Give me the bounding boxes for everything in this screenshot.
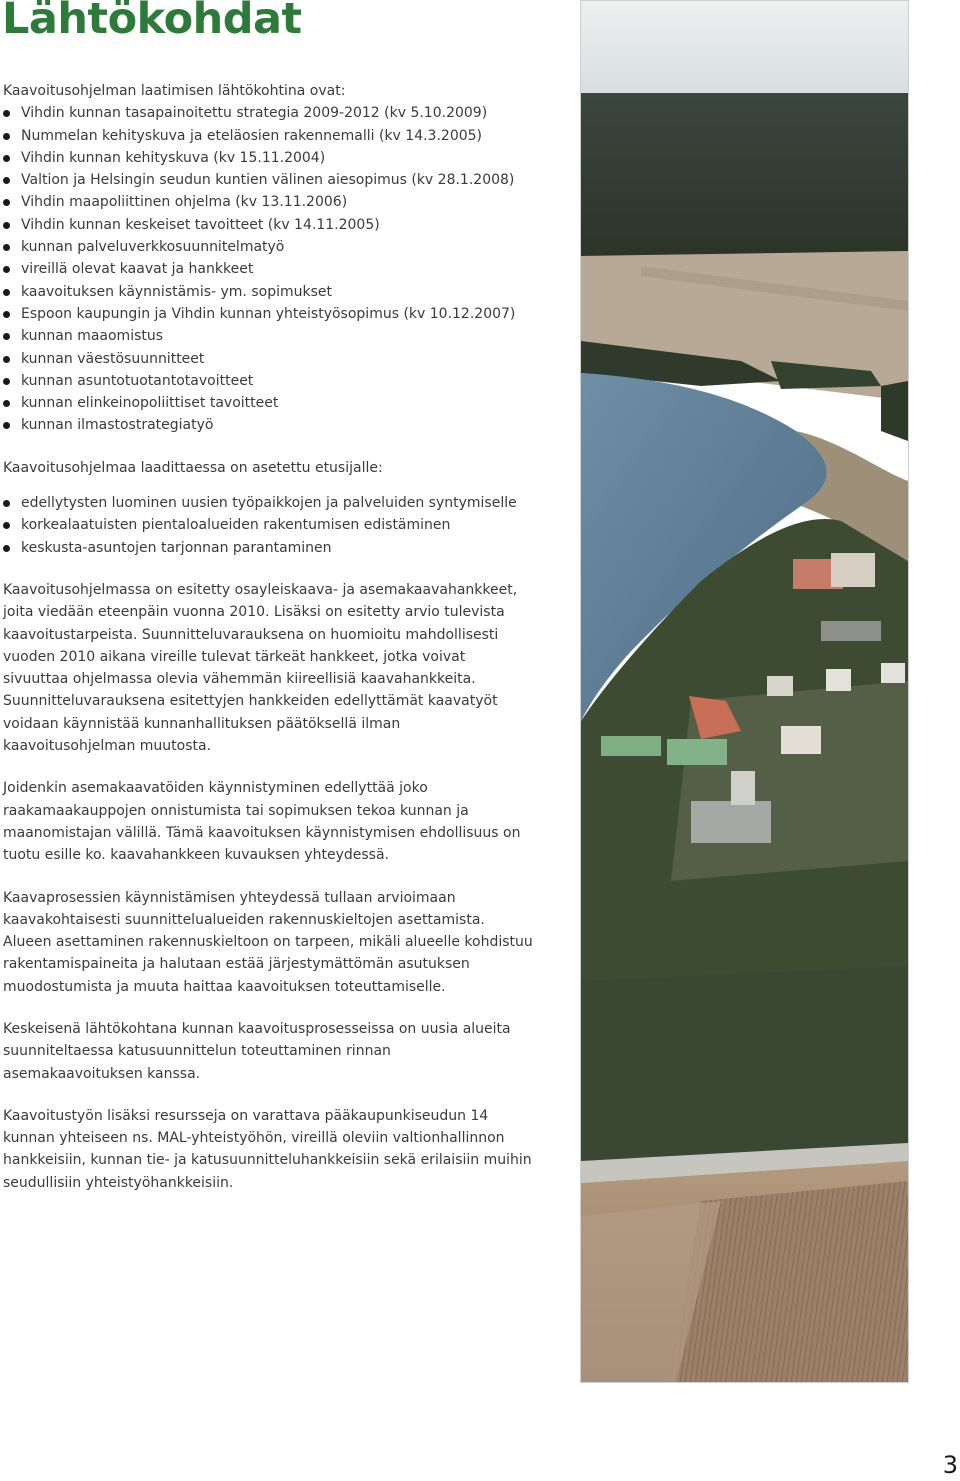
list-item: Vihdin maapoliittinen ohjelma (kv 13.11.2006) xyxy=(3,191,533,213)
list-item: kunnan ilmastostrategiatyö xyxy=(3,414,533,436)
list-item: korkealaatuisten pientaloalueiden rakentumisen edistäminen xyxy=(3,514,533,536)
aerial-photo xyxy=(580,0,909,1383)
page-title: Lähtökohdat xyxy=(2,0,302,44)
list-item: kunnan palveluverkkosuunnitelmatyö xyxy=(3,236,533,258)
list-item: Nummelan kehityskuva ja eteläosien rakennemalli (kv 14.3.2005) xyxy=(3,125,533,147)
list-item: Espoon kaupungin ja Vihdin kunnan yhteistyösopimus (kv 10.12.2007) xyxy=(3,303,533,325)
list-item: kunnan maaomistus xyxy=(3,325,533,347)
list-item: kunnan väestösuunnitteet xyxy=(3,348,533,370)
list-item: Valtion ja Helsingin seudun kuntien välinen aiesopimus (kv 28.1.2008) xyxy=(3,169,533,191)
starting-points-list xyxy=(3,102,533,436)
paragraph: Kaavoitustyön lisäksi resursseja on varattava pääkaupunkiseudun 14 kunnan yhteiseen ns. MAL-yhteistyöhön, vireillä oleviin valtionhallinnon hankkeisiin, kunnan tie- ja katusuunnitteluhankkeisiin sekä erilaisiin muihin seudullisiin yhteistyöhankkeisiin. xyxy=(3,1107,532,1191)
priorities-intro: Kaavoitusohjelmaa laadittaessa on asetettu etusijalle: xyxy=(3,459,383,476)
list-item: Vihdin kunnan kehityskuva (kv 15.11.2004) xyxy=(3,147,533,169)
list-item: kunnan elinkeinopoliittiset tavoitteet xyxy=(3,392,533,414)
list-item: keskusta-asuntojen tarjonnan parantaminen xyxy=(3,537,533,559)
paragraph: Kaavaprosessien käynnistämisen yhteydessä tullaan arvioimaan kaavakohtaisesti suunnittelualueiden rakennuskieltojen asettamista. Alueen asettaminen rakennuskieltoon on tarpeen, mikäli alueelle kohdistuu rakentamispaineita ja halutaan estää järjestymättömän asutuksen muodostumista ja muuta haittaa kaavoituksen toteuttamiselle. xyxy=(3,889,533,995)
body-text-column xyxy=(3,80,533,1194)
list-item: kunnan asuntotuotantotavoitteet xyxy=(3,370,533,392)
paragraph: Kaavoitusohjelmassa on esitetty osayleiskaava- ja asemakaavahankkeet, joita viedään eteenpäin vuonna 2010. Lisäksi on esitetty arvio tulevista kaavoitustarpeista. Suunnitteluvarauksena on huomioitu mahdollisesti vuoden 2010 aikana vireille tulevat tärkeät hankkeet, jotka voivat sivuuttaa ohjelmassa olevia vähemmän kiireellisiä kaavahankkeita. Suunnitteluvarauksena esitettyjen hankkeiden edellyttämät kaavatyöt voidaan käynnistää kunnanhallituksen päätöksellä ilman kaavoitusohjelman muutosta. xyxy=(3,581,518,755)
list-item: Vihdin kunnan keskeiset tavoitteet (kv 14.11.2005) xyxy=(3,214,533,236)
paragraph: Keskeisenä lähtökohtana kunnan kaavoitusprosesseissa on uusia alueita suunniteltaessa katusuunnittelun toteuttaminen rinnan asemakaavoituksen kanssa. xyxy=(3,1020,511,1082)
list-item: kaavoituksen käynnistämis- ym. sopimukset xyxy=(3,281,533,303)
list-item: edellytysten luominen uusien työpaikkojen ja palveluiden syntymiselle xyxy=(3,492,533,514)
priorities-list xyxy=(3,492,533,559)
page-number: 3 xyxy=(942,1451,958,1479)
paragraph: Joidenkin asemakaavatöiden käynnistyminen edellyttää joko raakamaakauppojen onnistumista tai sopimuksen tekoa kunnan ja maanomistajan välillä. Tämä kaavoituksen käynnistymisen ehdollisuus on tuotu esille ko. kaavahankkeen kuvauksen yhteydessä. xyxy=(3,780,521,864)
list-item: Vihdin kunnan tasapainoitettu strategia 2009-2012 (kv 5.10.2009) xyxy=(3,102,533,124)
list-item: vireillä olevat kaavat ja hankkeet xyxy=(3,258,533,280)
intro-text: Kaavoitusohjelman laatimisen lähtökohtina ovat: xyxy=(3,83,346,99)
